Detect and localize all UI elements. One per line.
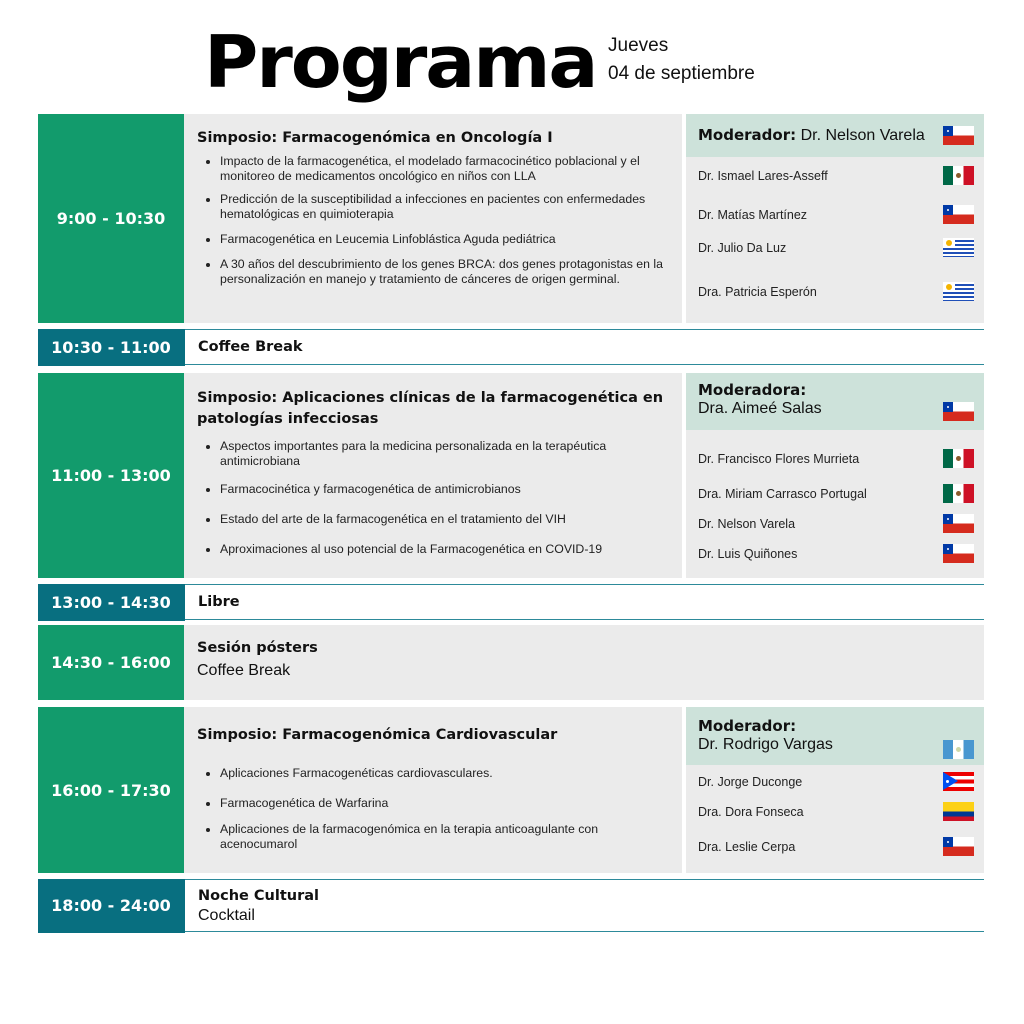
time-slot: 9:00 - 10:30 bbox=[38, 114, 184, 323]
speaker-row bbox=[698, 205, 974, 224]
session-content bbox=[184, 373, 682, 578]
schedule-block-posters bbox=[38, 625, 984, 700]
moderator-row bbox=[686, 114, 984, 157]
speaker-row bbox=[698, 514, 974, 533]
speaker-row bbox=[698, 484, 974, 503]
speaker-row bbox=[698, 837, 974, 856]
session-content bbox=[185, 330, 985, 364]
schedule-block-cultural-night bbox=[38, 879, 984, 932]
chile-flag-icon bbox=[943, 544, 974, 563]
speakers-panel bbox=[686, 373, 984, 578]
topic-item: Farmacocinética y farmacogenética de antimicrobianos bbox=[197, 482, 670, 497]
moderator-label: Moderador: bbox=[698, 717, 797, 735]
event-date bbox=[608, 32, 755, 88]
moderator-row bbox=[686, 707, 984, 765]
topic-list bbox=[197, 439, 670, 557]
session-title: Sesión pósters bbox=[197, 640, 318, 656]
puerto-rico-flag-icon bbox=[943, 772, 974, 791]
session-content bbox=[184, 114, 682, 323]
schedule-block-coffee-break bbox=[38, 329, 984, 365]
event-day: Jueves bbox=[608, 35, 669, 56]
break-subtitle: Cocktail bbox=[198, 906, 255, 924]
topic-item: Predicción de la susceptibilidad a infecciones en pacientes con enfermedades hematológicas en quimioterapia bbox=[197, 192, 670, 222]
speaker-row bbox=[698, 449, 974, 468]
topic-list bbox=[197, 766, 670, 852]
speaker-name: Dra. Leslie Cerpa bbox=[698, 839, 796, 854]
break-title: Coffee Break bbox=[198, 338, 303, 355]
event-date-text: 04 de septiembre bbox=[608, 63, 755, 84]
time-slot: 13:00 - 14:30 bbox=[38, 584, 185, 621]
speaker-name: Dra. Miriam Carrasco Portugal bbox=[698, 486, 867, 501]
schedule-block-infectious bbox=[38, 373, 984, 578]
topic-item: A 30 años del descubrimiento de los genes BRCA: dos genes protagonistas en la personalización en manejo y tratamiento de cánceres de origen germinal. bbox=[197, 257, 670, 287]
speaker-row bbox=[698, 772, 974, 791]
session-content bbox=[184, 707, 682, 873]
moderator-name: Dr. Rodrigo Vargas bbox=[698, 736, 833, 753]
session-content bbox=[184, 625, 984, 700]
topic-item: Aproximaciones al uso potencial de la Farmacogenética en COVID-19 bbox=[197, 542, 670, 557]
symposium-title: Simposio: Aplicaciones clínicas de la farmacogenética en patologías infecciosas bbox=[197, 390, 664, 427]
speaker-row bbox=[698, 282, 974, 301]
topic-item: Aplicaciones de la farmacogenómica en la terapia anticoagulante con acenocumarol bbox=[197, 822, 670, 852]
speaker-name: Dr. Francisco Flores Murrieta bbox=[698, 451, 860, 466]
moderator-name: Dra. Aimeé Salas bbox=[698, 400, 822, 417]
speaker-name: Dra. Dora Fonseca bbox=[698, 804, 804, 819]
speaker-row bbox=[698, 238, 974, 257]
schedule-block-free bbox=[38, 584, 984, 620]
topic-item: Estado del arte de la farmacogenética en el tratamiento del VIH bbox=[197, 512, 670, 527]
speaker-name: Dr. Ismael Lares-Asseff bbox=[698, 168, 828, 183]
session-content bbox=[185, 880, 985, 931]
time-slot: 14:30 - 16:00 bbox=[38, 625, 184, 700]
speaker-row bbox=[698, 544, 974, 563]
topic-item: Aspectos importantes para la medicina personalizada en la terapéutica antimicrobiana bbox=[197, 439, 670, 469]
colombia-flag-icon bbox=[943, 802, 974, 821]
moderator-label: Moderador: bbox=[698, 126, 797, 144]
time-slot: 18:00 - 24:00 bbox=[38, 879, 185, 933]
speakers-panel bbox=[686, 707, 984, 873]
speakers-panel bbox=[686, 114, 984, 323]
moderator-label: Moderadora: bbox=[698, 381, 807, 399]
mexico-flag-icon bbox=[943, 484, 974, 503]
mexico-flag-icon bbox=[943, 449, 974, 468]
speaker-row bbox=[698, 802, 974, 821]
symposium-title: Simposio: Farmacogenómica en Oncología I bbox=[197, 130, 553, 146]
topic-item: Farmacogenética de Warfarina bbox=[197, 796, 670, 811]
guatemala-flag-icon bbox=[943, 740, 974, 759]
schedule-block-oncology bbox=[38, 114, 984, 323]
mexico-flag-icon bbox=[943, 166, 974, 185]
schedule-block-cardiovascular bbox=[38, 707, 984, 873]
break-title: Noche Cultural bbox=[198, 887, 319, 904]
speaker-row bbox=[698, 166, 974, 185]
uruguay-flag-icon bbox=[943, 282, 974, 301]
speaker-name: Dra. Patricia Esperón bbox=[698, 284, 817, 299]
speaker-name: Dr. Julio Da Luz bbox=[698, 240, 787, 255]
time-slot: 11:00 - 13:00 bbox=[38, 373, 184, 578]
speaker-name: Dr. Nelson Varela bbox=[698, 516, 796, 531]
moderator-row bbox=[686, 373, 984, 430]
time-slot: 10:30 - 11:00 bbox=[38, 329, 185, 366]
symposium-title: Simposio: Farmacogenómica Cardiovascular bbox=[197, 727, 558, 743]
chile-flag-icon bbox=[943, 205, 974, 224]
chile-flag-icon bbox=[943, 126, 974, 145]
topic-item: Impacto de la farmacogenética, el modelado farmacocinético poblacional y el monitoreo de medicamentos oncológico en niños con LLA bbox=[197, 154, 670, 184]
uruguay-flag-icon bbox=[943, 238, 974, 257]
chile-flag-icon bbox=[943, 514, 974, 533]
speaker-name: Dr. Matías Martínez bbox=[698, 207, 808, 222]
topic-item: Aplicaciones Farmacogenéticas cardiovasculares. bbox=[197, 766, 670, 781]
moderator-name: Dr. Nelson Varela bbox=[800, 127, 925, 144]
session-subtitle: Coffee Break bbox=[197, 662, 291, 679]
time-slot: 16:00 - 17:30 bbox=[38, 707, 184, 873]
page-title: Programa bbox=[204, 20, 597, 104]
break-title: Libre bbox=[198, 593, 240, 610]
chile-flag-icon bbox=[943, 837, 974, 856]
topic-item: Farmacogenética en Leucemia Linfoblástica Aguda pediátrica bbox=[197, 232, 670, 247]
speaker-name: Dr. Luis Quiñones bbox=[698, 546, 798, 561]
topic-list bbox=[197, 154, 670, 287]
session-content bbox=[185, 585, 985, 619]
chile-flag-icon bbox=[943, 402, 974, 421]
speaker-name: Dr. Jorge Duconge bbox=[698, 774, 803, 789]
